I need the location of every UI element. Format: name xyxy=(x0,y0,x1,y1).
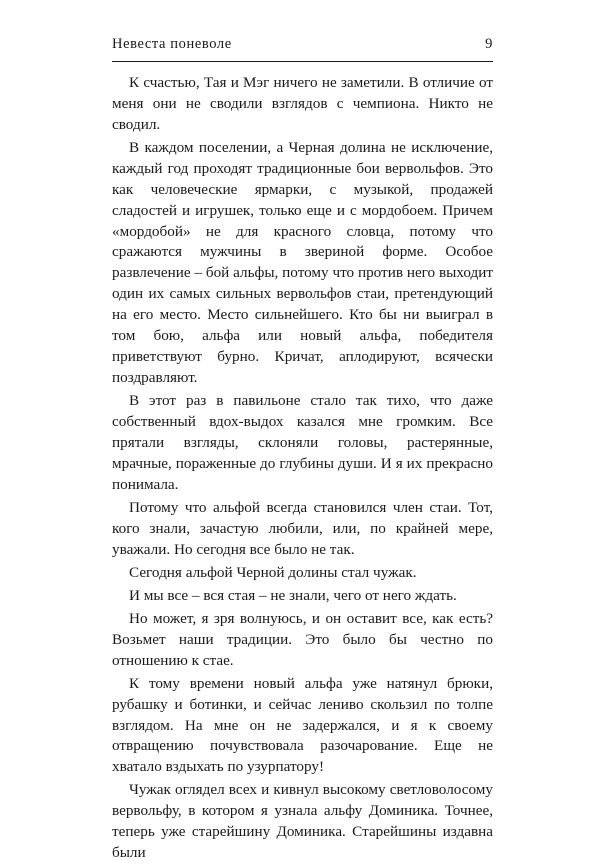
paragraph-1: К счастью, Тая и Мэг ничего не заметили. В отличие от меня они не сводили взглядов с чемпиона. Никто не сводил. xyxy=(112,74,493,133)
paragraph-9: Чужак оглядел всех и кивнул высокому светловолосому вервольфу, в котором я узнала альфу Доминика. Точнее, теперь уже старейшину Доминика. Старейшины издавна были xyxy=(112,781,493,862)
body-text xyxy=(112,73,493,864)
paragraph-5: Сегодня альфой Черной долины стал чужак. xyxy=(129,563,417,581)
running-title: Невеста поневоле xyxy=(112,36,232,52)
paragraph-4: Потому что альфой всегда становился член стаи. Тот, кого знали, зачастую любили, или, по крайней мере, уважали. Но сегодня все было не так. xyxy=(112,498,493,558)
running-header xyxy=(112,36,493,53)
paragraph-6: И мы все – вся стая – не знали, чего от него ждать. xyxy=(129,586,457,604)
paragraph-2: В каждом поселении, а Черная долина не исключение, каждый год проходят традиционные бои вервольфов. Это как человеческие ярмарки, с музыкой, продажей сладостей и игрушек, только еще и с мордобоем. Причем «мордобой» не для красного словца, потому что сражаются мужчины в звериной форме. Особое развлечение – бой альфы, потому что против него выходит один их самых сильных вервольфов стаи, претендующий на его место. Место сильнейшего. Кто бы ни выиграл в том бою, альфа или новый альфа, победителя приветствуют бурно. Кричат, аплодируют, всячески поздравляют. xyxy=(112,138,493,386)
paragraph-8: К тому времени новый альфа уже натянул брюки, рубашку и ботинки, и сейчас лениво скользил по толпе взглядом. На мне он не задержался, и я к своему отвращению почувствовала разочарование. Еще не хватало вздыхать по узурпатору! xyxy=(112,674,493,776)
paragraph-7: Но может, я зря волнуюсь, и он оставит все, как есть? Возьмет наши традиции. Это было бы честно по отношению к стае. xyxy=(112,609,493,669)
page-number: 9 xyxy=(485,36,493,52)
header-rule xyxy=(112,61,493,62)
paragraph-3: В этот раз в павильоне стало так тихо, что даже собственный вдох-выдох казался мне громким. Все прятали взгляды, склоняли головы, растерянные, мрачные, пораженные до глубины души. И я их прекрасно понимала. xyxy=(112,391,493,493)
